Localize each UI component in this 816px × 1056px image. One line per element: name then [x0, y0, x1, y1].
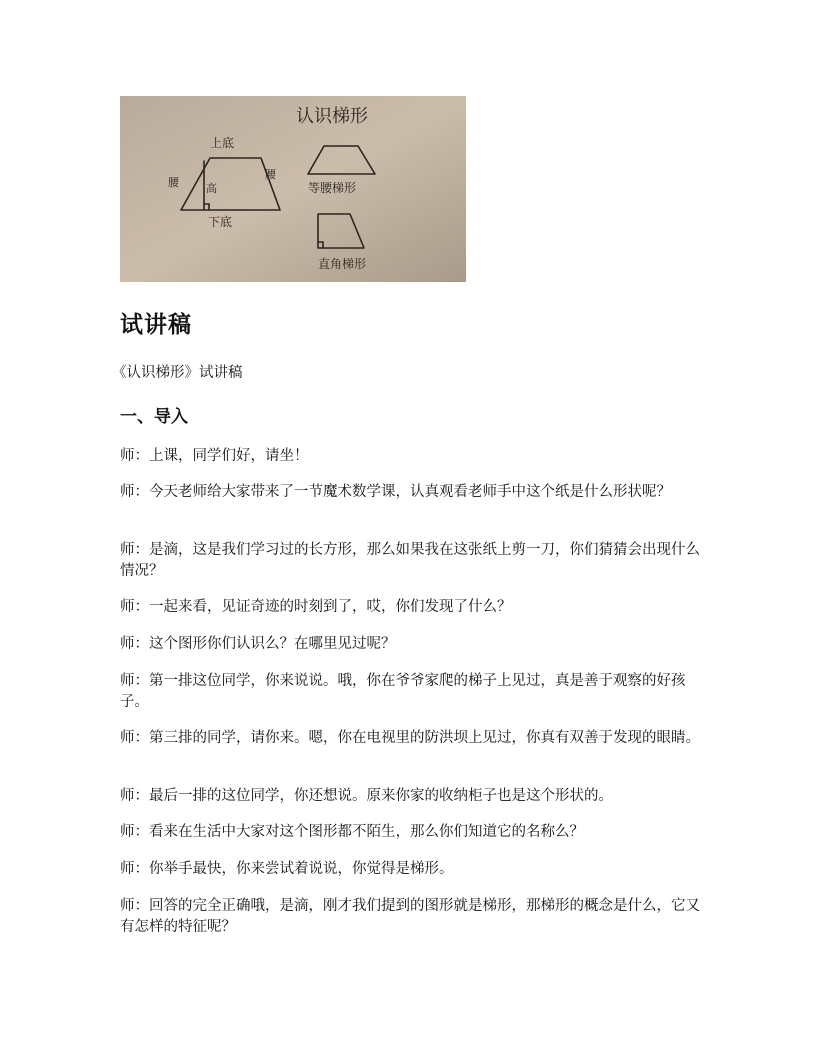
right-trapezoid-label: 直角梯形 — [318, 257, 367, 271]
height-label: 高 — [206, 182, 217, 195]
paragraph: 师：回答的完全正确哦，是滴，刚才我们提到的图形就是梯形，那梯形的概念是什么，它又有怎样的特征呢？ — [120, 898, 700, 935]
paragraph: 师：今天老师给大家带来了一节魔术数学课，认真观看老师手中这个纸是什么形状呢？ — [120, 484, 671, 500]
paragraph: 师：上课，同学们好，请坐！ — [120, 448, 309, 464]
photo-title: 认识梯形 — [296, 106, 368, 127]
paragraph: 师：看来在生活中大家对这个图形都不陌生，那么你们知道它的名称么？ — [120, 824, 584, 840]
top-base-label: 上底 — [210, 136, 235, 150]
paragraph: 师：最后一排的这位同学，你还想说。原来你家的收纳柜子也是这个形状的。 — [120, 788, 613, 804]
paragraph: 师：是滴，这是我们学习过的长方形，那么如果我在这张纸上剪一刀，你们猜猜会出现什么情况？ — [120, 542, 700, 579]
paragraph: 师：第一排这位同学，你来说说。哦，你在爷爷家爬的梯子上见过，真是善于观察的好孩子。 — [120, 673, 686, 710]
section-heading: 一、导入 — [120, 407, 188, 427]
trapezoid-photo — [120, 96, 466, 282]
trapezoid-sketch — [120, 96, 466, 282]
paragraph: 师：这个图形你们认识么？在哪里见过呢？ — [120, 636, 396, 652]
document-subtitle: 《认识梯形》试讲稿 — [112, 365, 243, 381]
isosceles-label: 等腰梯形 — [308, 181, 357, 195]
paragraph: 师：第三排的同学，请你来。嗯，你在电视里的防洪坝上见过，你真有双善于发现的眼睛。 — [120, 730, 700, 746]
paragraph: 师：一起来看，见证奇迹的时刻到了，哎，你们发现了什么？ — [120, 599, 512, 615]
bottom-base-label: 下底 — [208, 215, 233, 229]
paragraph: 师：你举手最快，你来尝试着说说，你觉得是梯形。 — [120, 861, 454, 877]
right-leg-label: 腰 — [265, 168, 276, 181]
page-title: 试讲稿 — [120, 312, 192, 338]
left-leg-label: 腰 — [168, 176, 179, 189]
